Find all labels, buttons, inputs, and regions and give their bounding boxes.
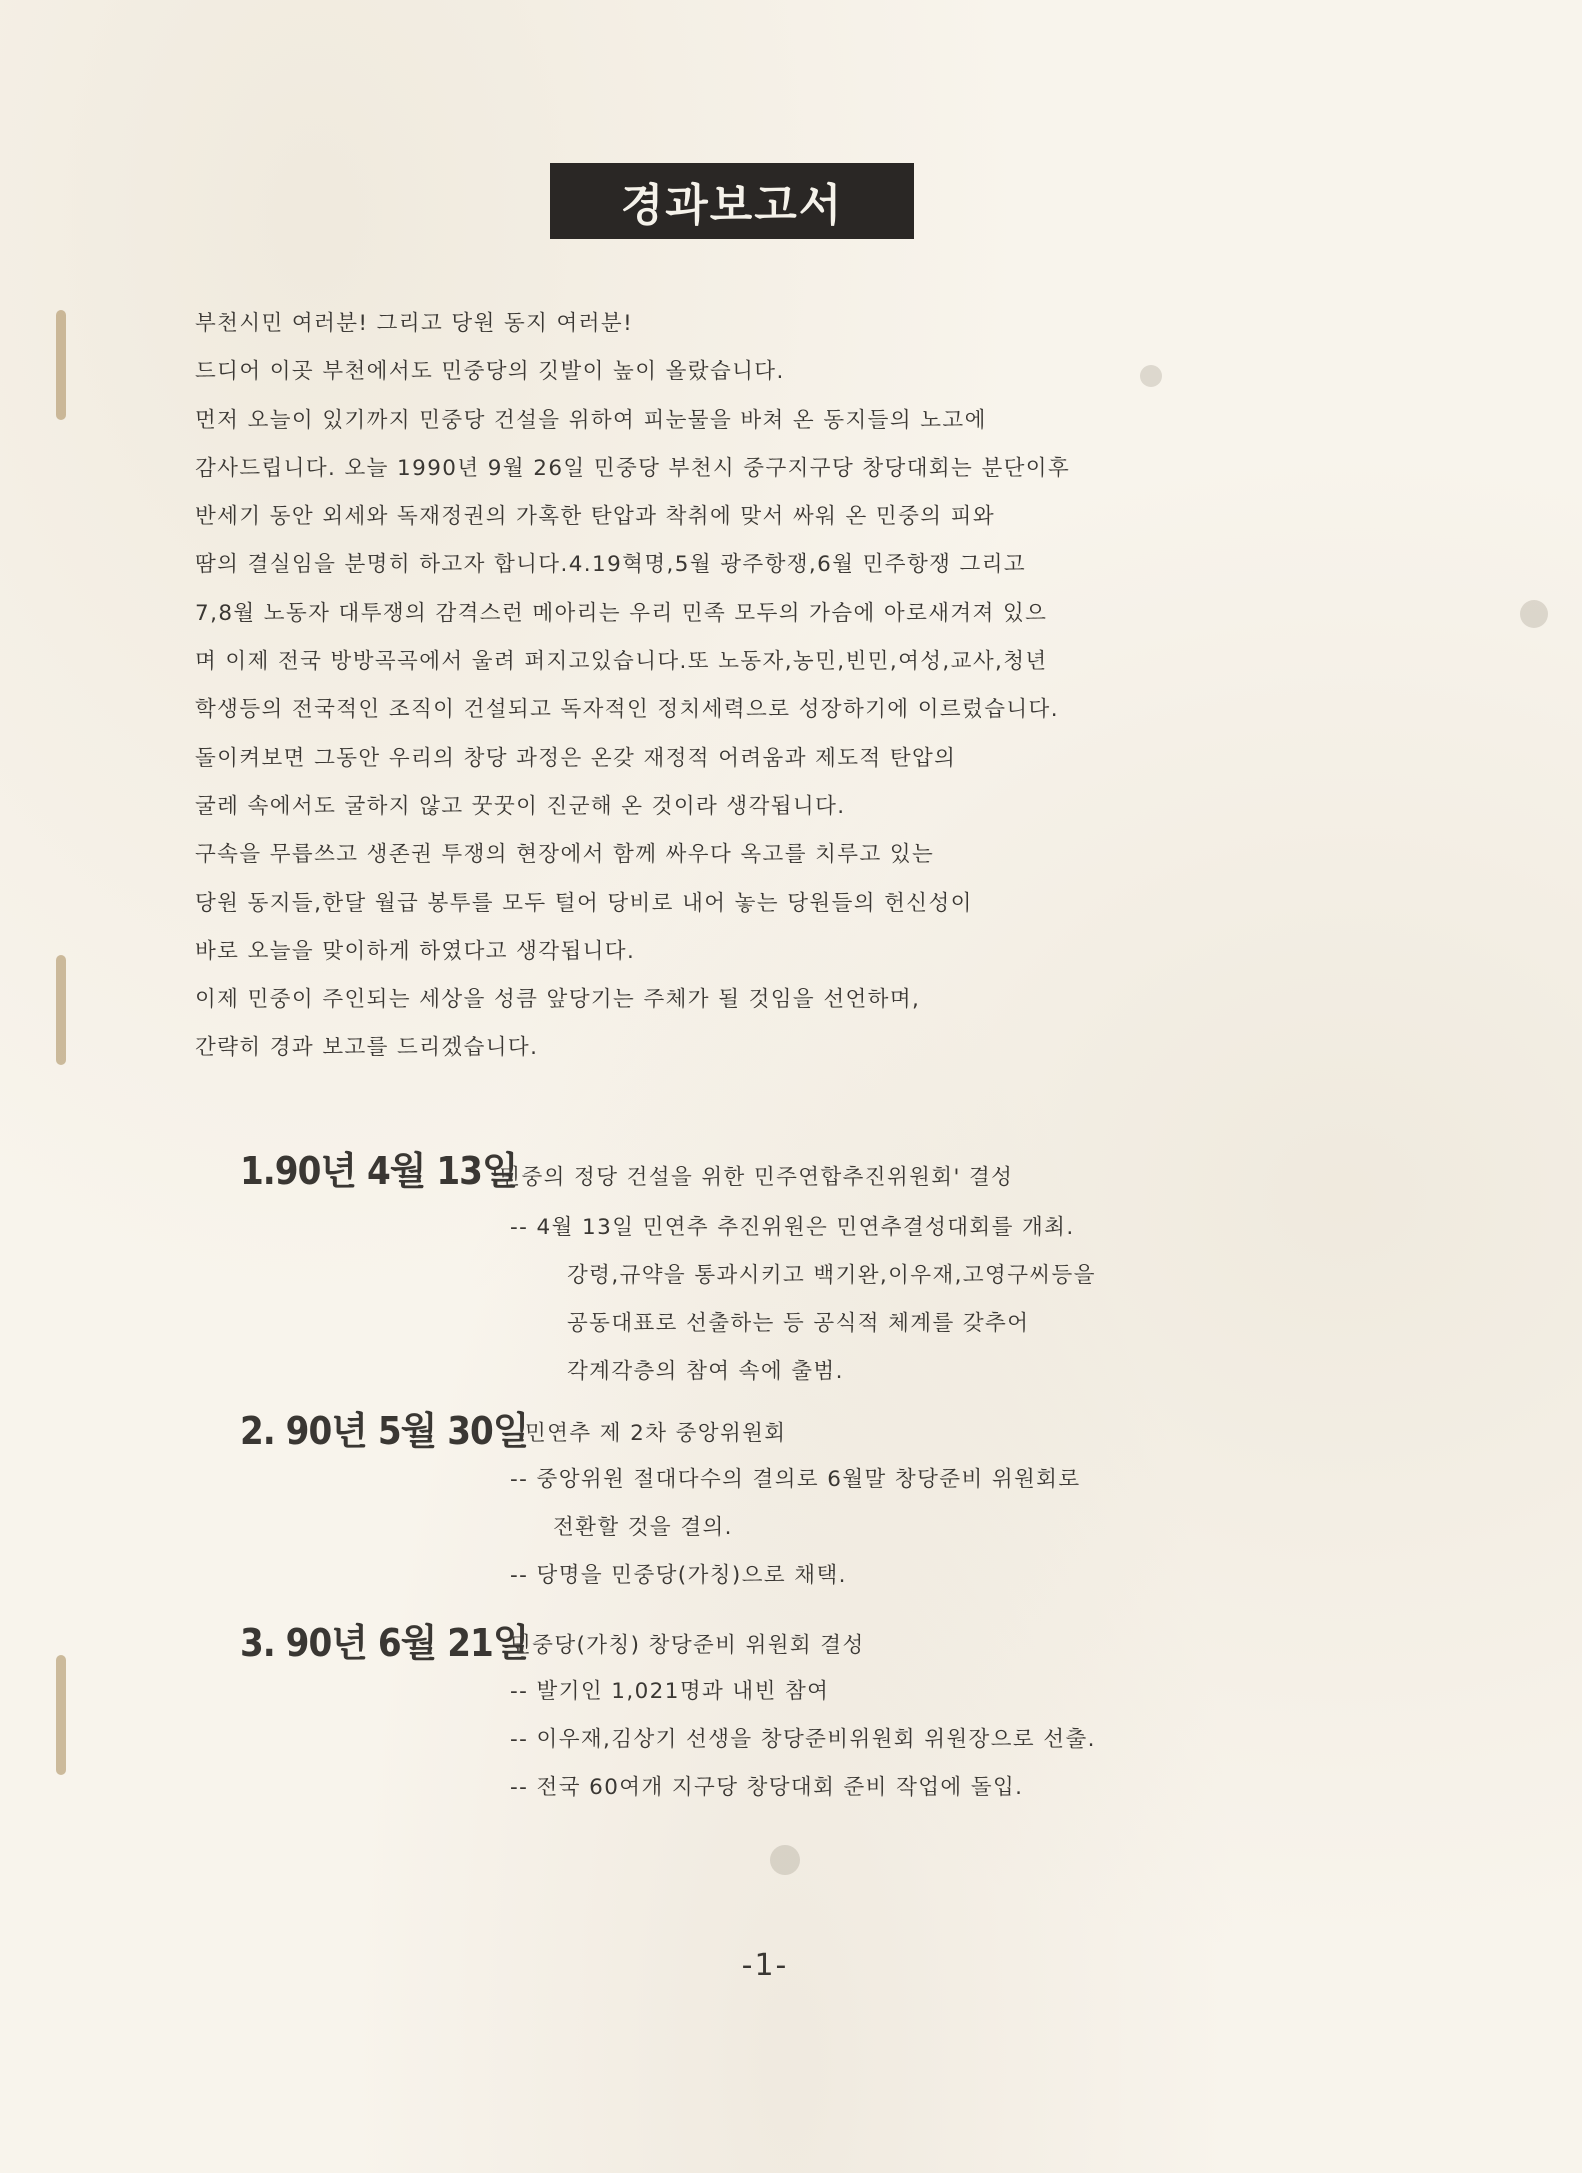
entry-detail: -- 발기인 1,021명과 내빈 참여 bbox=[510, 1679, 830, 1704]
paper-stain bbox=[770, 1845, 800, 1875]
binding-mark bbox=[56, 1655, 66, 1775]
entry-detail: -- 4월 13일 민연추 추진위원은 민연추결성대회를 개최. bbox=[510, 1215, 1075, 1240]
intro-line: 감사드립니다. 오늘 1990년 9월 26일 민중당 부천시 중구지구당 창당대회는 분단이후 bbox=[195, 455, 1071, 481]
entry-title: '민중의 정당 건설을 위한 민주연합추진위원회' 결성 bbox=[492, 1165, 1014, 1190]
entry-detail: 강령,규약을 통과시키고 백기완,이우재,고영구씨등을 bbox=[567, 1263, 1096, 1288]
intro-line: 며 이제 전국 방방곡곡에서 울려 퍼지고있습니다.또 노동자,농민,빈민,여성,교사,청년 bbox=[195, 649, 1048, 675]
intro-line: 돌이켜보면 그동안 우리의 창당 과정은 온갖 재정적 어려움과 제도적 탄압의 bbox=[195, 745, 957, 771]
binding-mark bbox=[56, 955, 66, 1065]
entry-date: 3. 90년 6월 21일 bbox=[240, 1621, 529, 1665]
page-title: 경과보고서 bbox=[620, 180, 844, 231]
intro-paragraph bbox=[195, 300, 1345, 1073]
intro-line: 당원 동지들,한달 월급 봉투를 모두 털어 당비로 내어 놓는 당원들의 헌신성이 bbox=[195, 890, 973, 916]
binding-mark bbox=[56, 310, 66, 420]
entry-detail: -- 전국 60여개 지구당 창당대회 준비 작업에 돌입. bbox=[510, 1775, 1024, 1800]
entry-date: 1.90년 4월 13일 bbox=[240, 1149, 518, 1193]
intro-line: 부천시민 여러분! 그리고 당원 동지 여러분! bbox=[195, 311, 634, 336]
page-number: -1- bbox=[741, 1948, 789, 1983]
intro-line: 드디어 이곳 부천에서도 민중당의 깃발이 높이 올랐습니다. bbox=[195, 359, 785, 385]
entry-date: 2. 90년 5월 30일 bbox=[240, 1409, 529, 1453]
entry-detail: -- 이우재,김상기 선생을 창당준비위원회 위원장으로 선출. bbox=[510, 1727, 1096, 1752]
intro-line: 굴레 속에서도 굴하지 않고 꿋꿋이 진군해 온 것이라 생각됩니다. bbox=[195, 793, 846, 819]
entry-title: 민연추 제 2차 중앙위원회 bbox=[525, 1421, 787, 1446]
intro-line: 7,8월 노동자 대투쟁의 감격스런 메아리는 우리 민족 모두의 가슴에 아로새겨져 있으 bbox=[195, 600, 1048, 626]
entry-detail: 공동대표로 선출하는 등 공식적 체계를 갖추어 bbox=[567, 1311, 1030, 1336]
intro-line: 반세기 동안 외세와 독재정권의 가혹한 탄압과 착취에 맞서 싸워 온 민중의 피와 bbox=[195, 504, 995, 530]
entry-detail: -- 당명을 민중당(가칭)으로 채택. bbox=[510, 1563, 847, 1588]
intro-line: 간략히 경과 보고를 드리겠습니다. bbox=[195, 1035, 539, 1061]
intro-line: 학생등의 전국적인 조직이 건설되고 독자적인 정치세력으로 성장하기에 이르렀습니다. bbox=[195, 697, 1059, 723]
intro-line: 이제 민중이 주인되는 세상을 성큼 앞당기는 주체가 될 것임을 선언하며, bbox=[195, 987, 921, 1013]
intro-line: 구속을 무릅쓰고 생존권 투쟁의 현장에서 함께 싸우다 옥고를 치루고 있는 bbox=[195, 842, 935, 868]
entry-detail: 전환할 것을 결의. bbox=[553, 1515, 733, 1540]
entry-title: 민중당(가칭) 창당준비 위원회 결성 bbox=[510, 1633, 865, 1658]
entry-detail: -- 중앙위원 절대다수의 결의로 6월말 창당준비 위원회로 bbox=[510, 1467, 1081, 1492]
title-banner bbox=[550, 163, 914, 239]
entry-detail: 각계각층의 참여 속에 출범. bbox=[567, 1359, 844, 1384]
intro-line: 바로 오늘을 맞이하게 하였다고 생각됩니다. bbox=[195, 938, 636, 964]
paper-stain bbox=[1520, 600, 1548, 628]
intro-line: 먼저 오늘이 있기까지 민중당 건설을 위하여 피눈물을 바쳐 온 동지들의 노고에 bbox=[195, 407, 987, 433]
intro-line: 땀의 결실임을 분명히 하고자 합니다.4.19혁명,5월 광주항쟁,6월 민주항쟁 그리고 bbox=[195, 552, 1027, 578]
